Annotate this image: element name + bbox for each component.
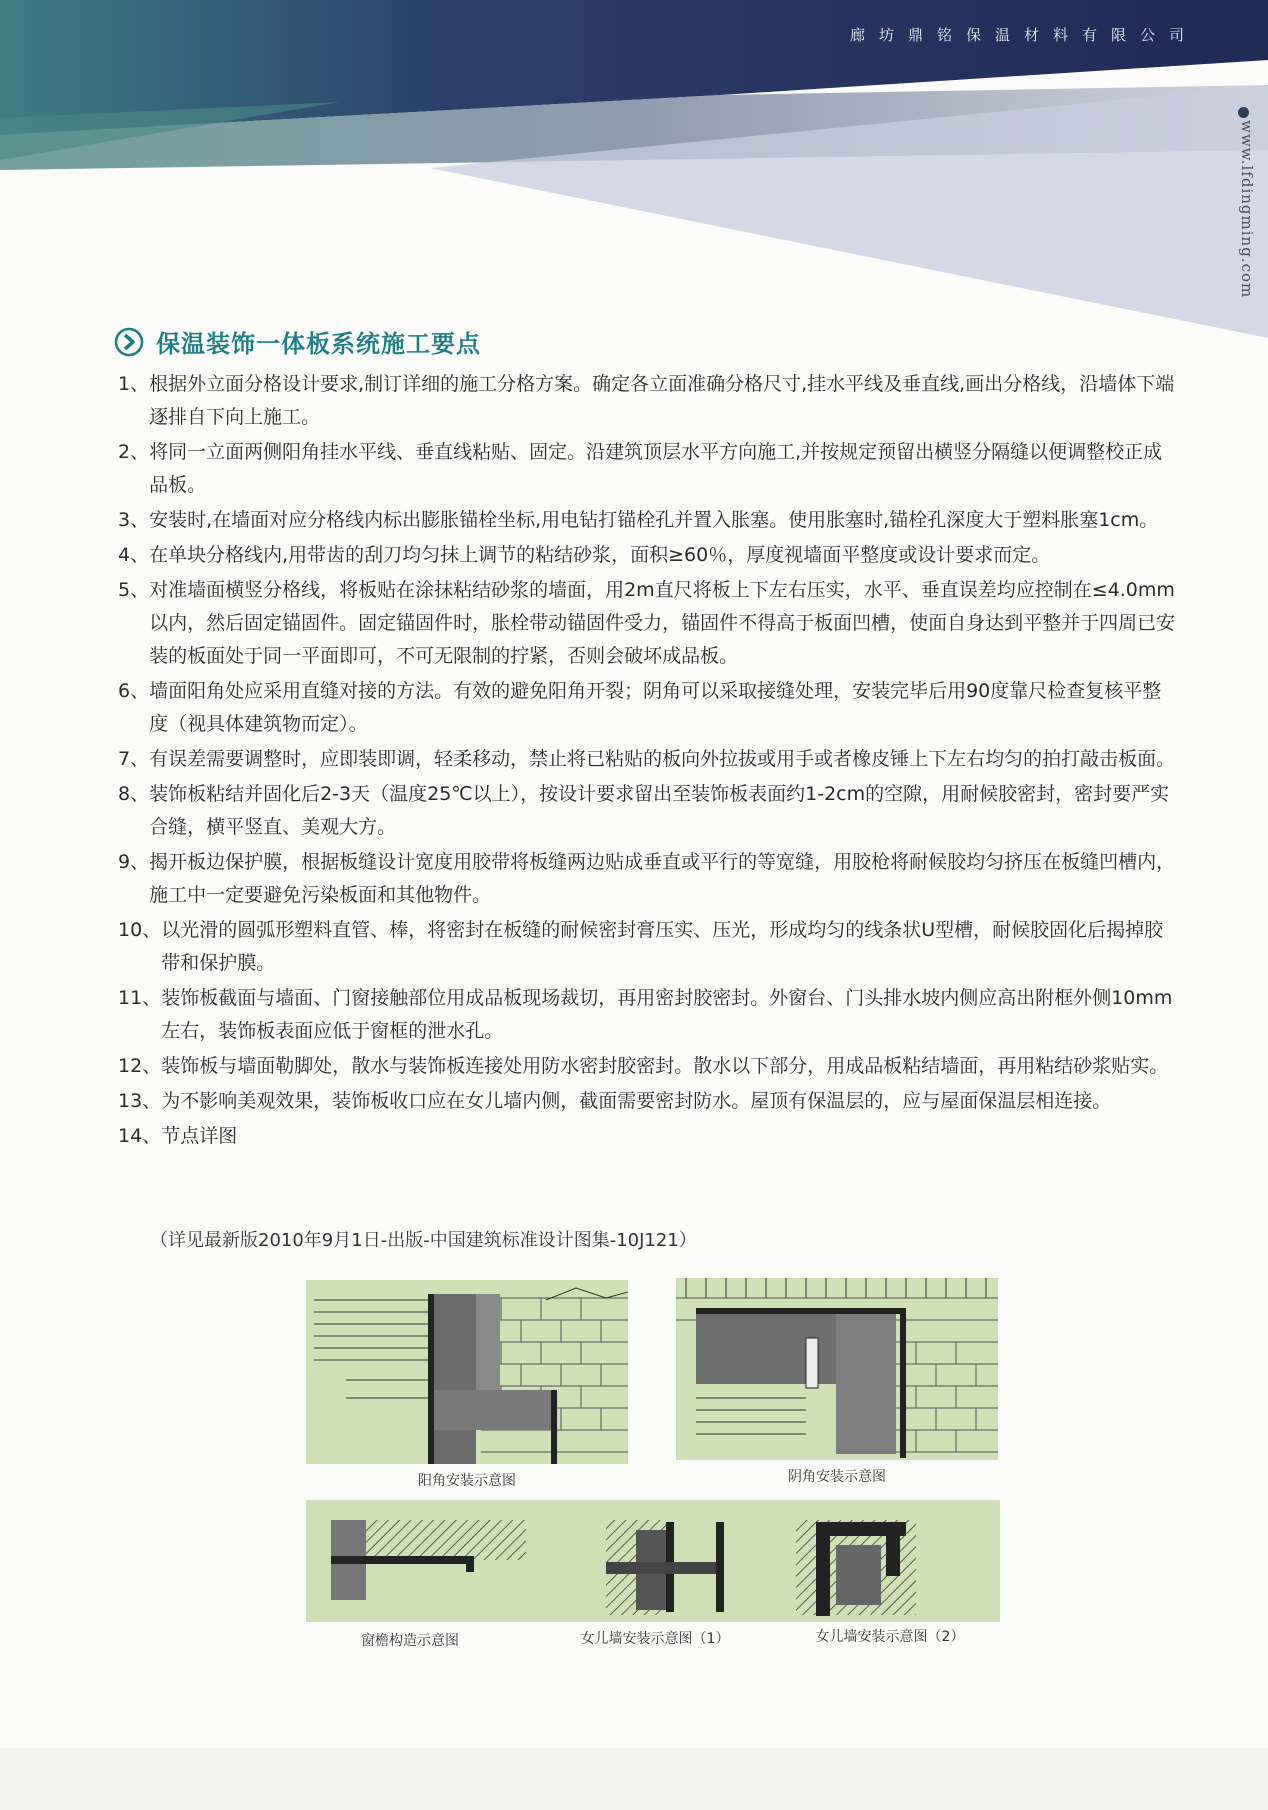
- header-banner: [0, 0, 1268, 340]
- inside-corner-diagram: [676, 1278, 998, 1460]
- figure-caption: 女儿墙安装示意图（1）: [580, 1631, 730, 1647]
- company-name: 廊坊鼎铭保温材料有限公司: [849, 26, 1198, 44]
- step-number: 13、: [118, 1090, 162, 1112]
- step-number: 11、: [118, 987, 162, 1009]
- step-number: 2、: [118, 441, 150, 463]
- chevron-right-circle-icon: [114, 327, 144, 357]
- step-text: 安装时,在墙面对应分格线内标出膨胀锚栓坐标,用电钻打锚栓孔并置入胀塞。使用胀塞时,锚栓孔深度大于塑料胀塞1cm。: [149, 509, 1159, 531]
- step-number: 4、: [118, 544, 150, 566]
- step-text: 为不影响美观效果，装饰板收口应在女儿墙内侧，截面需要密封防水。屋顶有保温层的，应与屋面保温层相连接。: [161, 1090, 1112, 1112]
- list-item: [118, 846, 1178, 912]
- list-item: [118, 1085, 1178, 1118]
- step-number: 7、: [118, 748, 150, 770]
- list-item: [118, 675, 1178, 741]
- step-number: 3、: [118, 509, 150, 531]
- step-text: 装饰板截面与墙面、门窗接触部位用成品板现场裁切，再用密封胶密封。外窗台、门头排水坡内侧应高出附框外侧10mm左右，装饰板表面应低于窗框的泄水孔。: [161, 987, 1173, 1042]
- list-item: [118, 504, 1178, 537]
- step-text: 有误差需要调整时，应即装即调，轻柔移动，禁止将已粘贴的板向外拉拔或用手或者橡皮锤上下左右均匀的拍打敲击板面。: [149, 748, 1176, 770]
- outside-corner-diagram: [306, 1280, 628, 1464]
- step-text: 以光滑的圆弧形塑料直管、棒，将密封在板缝的耐候密封膏压实、压光，形成均匀的线条状U型槽，耐候胶固化后揭掉胶带和保护膜。: [161, 919, 1164, 974]
- section-title: 保温装饰一体板系统施工要点: [156, 330, 481, 358]
- figure-caption: 女儿墙安装示意图（2）: [815, 1629, 965, 1645]
- step-text: 对准墙面横竖分格线，将板贴在涂抹粘结砂浆的墙面，用2m直尺将板上下左右压实，水平、垂直误差均应控制在≤4.0mm以内，然后固定锚固件。固定锚固件时，胀栓带动锚固件受力，锚固件不得高于板面凹槽，使面自身达到平整并于四周已安装的板面处于同一平面即可，不可无限制的拧紧，否则会破坏成品板。: [149, 579, 1176, 667]
- step-text: 装饰板粘结并固化后2-3天（温度25℃以上），按设计要求留出至装饰板表面约1-2cm的空隙，用耐候胶密封，密封要严实合缝，横平竖直、美观大方。: [149, 783, 1170, 838]
- figure-caption: 窗檐构造示意图: [361, 1633, 459, 1649]
- step-number: 5、: [118, 579, 150, 601]
- figure-inside-corner: [676, 1278, 998, 1460]
- banner-graphic: [0, 0, 1268, 340]
- step-number: 6、: [118, 680, 150, 702]
- step-number: 9、: [118, 851, 150, 873]
- step-text: 墙面阳角处应采用直缝对接的方法。有效的避免阳角开裂；阴角可以采取接缝处理，安装完毕后用90度靠尺检查复核平整度（视具体建筑物而定）。: [149, 680, 1162, 735]
- list-item: [118, 778, 1178, 844]
- page-footer-band: [0, 1748, 1268, 1810]
- step-number: 1、: [118, 373, 150, 395]
- step-text: 将同一立面两侧阳角挂水平线、垂直线粘贴、固定。沿建筑顶层水平方向施工,并按规定预留出横竖分隔缝以便调整校正成品板。: [149, 441, 1163, 496]
- figure-caption: 阳角安装示意图: [418, 1473, 516, 1489]
- list-item: [118, 743, 1178, 776]
- eaves-parapet-diagrams: [306, 1500, 1000, 1622]
- construction-steps-list: [118, 368, 1178, 1155]
- step-number: 14、: [118, 1125, 162, 1147]
- figure-outside-corner: [306, 1280, 628, 1464]
- list-item: [118, 1120, 1178, 1153]
- step-text: 装饰板与墙面勒脚处，散水与装饰板连接处用防水密封胶密封。散水以下部分，用成品板粘结墙面，再用粘结砂浆贴实。: [161, 1055, 1169, 1077]
- list-item: [118, 1050, 1178, 1083]
- step-text: 节点详图: [161, 1125, 238, 1147]
- step-number: 10、: [118, 919, 162, 941]
- list-item: [118, 539, 1178, 572]
- list-item: [118, 368, 1178, 434]
- section-heading: [114, 324, 481, 359]
- step-number: 8、: [118, 783, 150, 805]
- list-item: [118, 982, 1178, 1048]
- figure-caption: 阴角安装示意图: [788, 1469, 886, 1485]
- reference-note: （详见最新版2010年9月1日-出版-中国建筑标准设计图集-10J121）: [150, 1230, 697, 1251]
- step-text: 在单块分格线内,用带齿的刮刀均匀抹上调节的粘结砂浆，面积≥60％，厚度视墙面平整度或设计要求而定。: [149, 544, 1051, 566]
- website-dot-icon: [1238, 107, 1249, 118]
- website-url: www.lfdingming.com: [1238, 120, 1256, 299]
- figure-row-eaves-parapet: [306, 1500, 1000, 1622]
- list-item: [118, 574, 1178, 673]
- step-text: 揭开板边保护膜，根据板缝设计宽度用胶带将板缝两边贴成垂直或平行的等宽缝，用胶枪将耐候胶均匀挤压在板缝凹槽内，施工中一定要避免污染板面和其他物件。: [149, 851, 1176, 906]
- step-text: 根据外立面分格设计要求,制订详细的施工分格方案。确定各立面准确分格尺寸,挂水平线及垂直线,画出分格线，沿墙体下端逐排自下向上施工。: [149, 373, 1175, 428]
- step-number: 12、: [118, 1055, 162, 1077]
- list-item: [118, 914, 1178, 980]
- list-item: [118, 436, 1178, 502]
